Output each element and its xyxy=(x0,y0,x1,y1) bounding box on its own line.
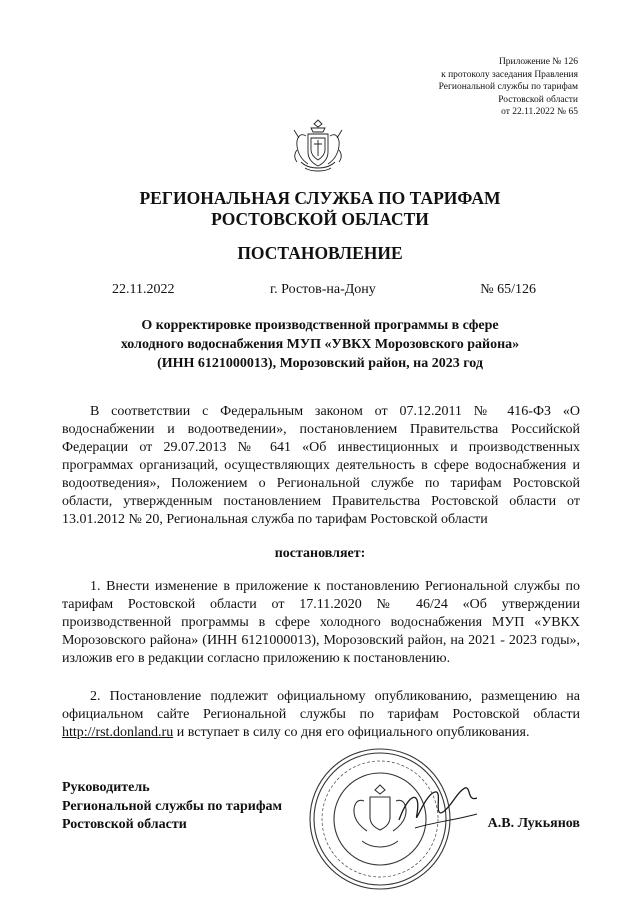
appendix-line: к протоколу заседания Правления xyxy=(441,69,578,80)
decree-word: постановляет: xyxy=(274,546,366,561)
document-type: ПОСТАНОВЛЕНИЕ xyxy=(237,243,403,263)
clause-1: 1. Внести изменение в приложение к постановлению Региональной службы по тарифам Ростовской области от 17.11.2020 № 46/24 «Об утверждении производственной программы в сфере холодного водоснабжения МУП «УВКХ Морозовского района» (ИНН 6121000013), Морозовский район, на 2021 - 2023 годы», изложив его в редакции согласно приложению к постановлению. xyxy=(62,579,580,666)
appendix-line: Региональной службы по тарифам xyxy=(438,82,578,93)
document-meta xyxy=(112,282,536,302)
website-link[interactable]: http://rst.donland.ru xyxy=(62,725,174,740)
document-city: г. Ростов-на-Дону xyxy=(270,282,376,297)
appendix-line: от 22.11.2022 № 65 xyxy=(501,107,578,118)
handwritten-signature xyxy=(395,780,485,840)
signer-title-line: Ростовской области xyxy=(62,817,187,832)
document-subject xyxy=(100,316,540,373)
subject-line: холодного водоснабжения МУП «УВКХ Морозовского района» xyxy=(120,337,520,352)
organization-name xyxy=(0,188,640,230)
org-line: РЕГИОНАЛЬНАЯ СЛУЖБА ПО ТАРИФАМ xyxy=(139,188,501,208)
subject-line: О корректировке производственной программы в сфере xyxy=(141,318,499,333)
coat-of-arms-icon xyxy=(291,118,345,176)
preamble-paragraph: В соответствии с Федеральным законом от 07.12.2011 № 416-ФЗ «О водоснабжении и водоотведении», постановлением Правительства Российской Федерации от 29.07.2013 № 641 «Об инвестиционных и производственных программах организаций, осуществляющих деятельность в сфере водоснабжения и водоотведения», Положением о Региональной службе по тарифам Ростовской области, утвержденным постановлением Правительства Ростовской области от 13.01.2012 № 20, Региональная служба по тарифам Ростовской области xyxy=(62,404,580,527)
document-number: № 65/126 xyxy=(480,282,536,297)
document-date: 22.11.2022 xyxy=(112,282,175,297)
signer-title-line: Руководитель xyxy=(62,780,150,795)
clause-2 xyxy=(62,688,580,742)
signer-name: А.В. Лукьянов xyxy=(487,816,580,831)
appendix-note xyxy=(358,56,578,119)
clause-2-text-end: и вступает в силу со дня его официального опубликования. xyxy=(173,725,530,740)
signer-title xyxy=(62,779,282,835)
clause-2-text: 2. Постановление подлежит официальному опубликованию, размещению на официальном сайте Региональной службы по тарифам Ростовской области xyxy=(62,689,580,722)
subject-line: (ИНН 6121000013), Морозовский район, на 2023 год xyxy=(157,356,483,371)
appendix-line: Приложение № 126 xyxy=(498,57,578,67)
appendix-line: Ростовской области xyxy=(498,94,578,105)
signer-title-line: Региональной службы по тарифам xyxy=(62,798,283,814)
org-line: РОСТОВСКОЙ ОБЛАСТИ xyxy=(211,209,429,229)
